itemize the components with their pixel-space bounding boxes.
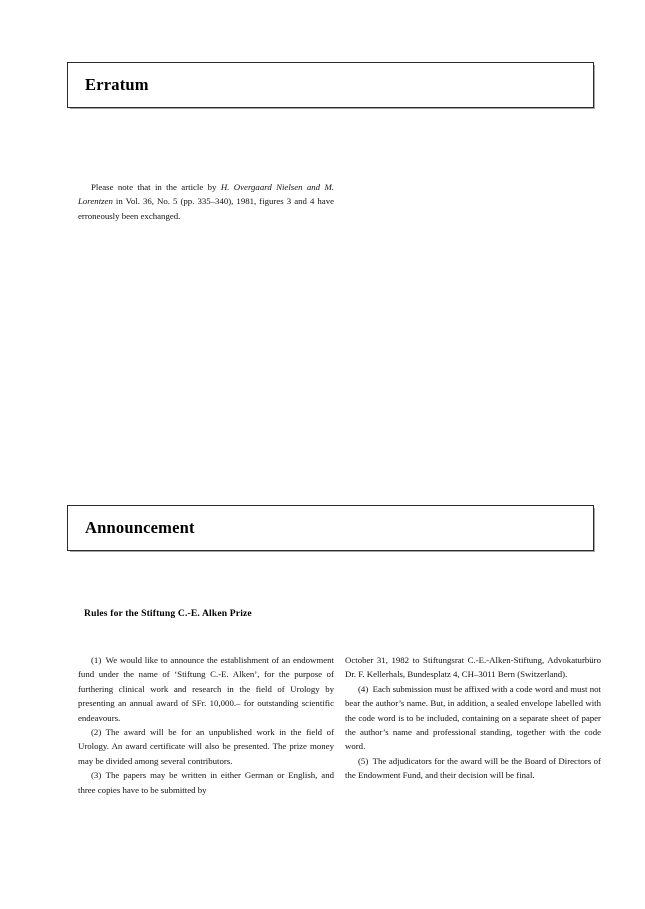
announcement-item-5: (5) The adjudicators for the award will be the Board of Directors of the Endowment Fund, and their decision will be final. <box>345 755 601 781</box>
announcement-title: Announcement <box>85 517 195 537</box>
announcement-item-1: (1) We would like to announce the establishment of an endowment fund under the name of ‘Stiftung C.-E. Alken’, for the purpose of furthering clinical work and research in the field of Urology by presenting an annual award of SFr. 10,000.– for outstanding scientific endeavours. <box>78 655 334 723</box>
announcement-item-2: (2) The award will be for an unpublished work in the field of Urology. An award certificate will also be presented. The prize money may be divided among several contributors. <box>78 727 334 766</box>
announcement-rules-heading: Rules for the Stiftung C.-E. Alken Prize <box>84 608 252 619</box>
erratum-title: Erratum <box>85 74 149 94</box>
erratum-header-box <box>67 62 594 108</box>
erratum-paragraph: Please note that in the article by H. Overgaard Nielsen and M. Lorentzen in Vol. 36, No. 5 (pp. 335–340), 1981, figures 3 and 4 have erroneously been exchanged. <box>78 182 334 221</box>
announcement-item-4: (4) Each submission must be affixed with a code word and must not bear the author’s name. But, in addition, a sealed envelope labelled with the code word is to be included, containing on a separate sheet of paper the author’s name and professional standing, together with the code word. <box>345 683 601 752</box>
erratum-body-text <box>78 180 334 223</box>
announcement-column-right <box>345 653 601 783</box>
announcement-header-box <box>67 505 594 551</box>
announcement-item-3: (3) The papers may be written in either German or English, and three copies have to be submitted by <box>78 770 334 795</box>
announcement-item-3-cont: October 31, 1982 to Stiftungsrat C.-E.-Alken-Stiftung, Advokaturbüro Dr. F. Kellerhals, Bundesplatz 4, CH–3011 Bern (Switzerland). <box>345 655 601 680</box>
announcement-column-left <box>78 653 334 797</box>
